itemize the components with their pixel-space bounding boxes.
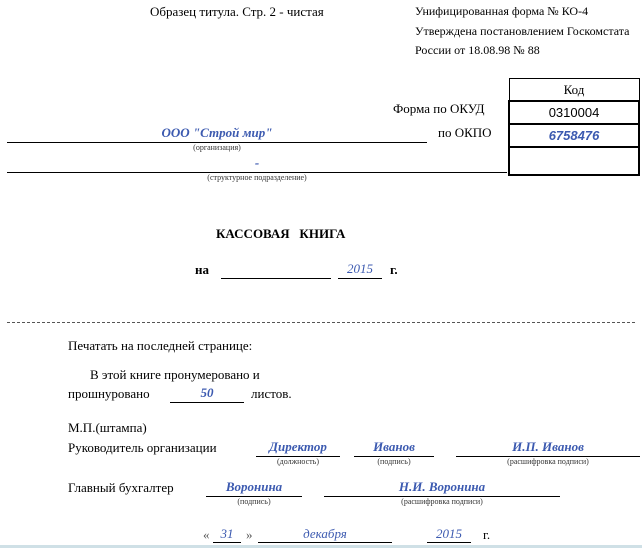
okpo-label: по ОКПО <box>438 125 492 140</box>
director-signature[interactable]: Иванов <box>373 439 415 454</box>
organization-value[interactable]: ООО "Строй мир" <box>161 125 273 140</box>
accountant-decoding[interactable]: Н.И. Воронина <box>398 479 486 494</box>
last-page-line2-suffix: листов. <box>251 386 292 401</box>
form-line-3: России от 18.08.98 № 88 <box>415 43 540 57</box>
date-close-quote: » <box>246 527 253 542</box>
okud-label: Форма по ОКУД <box>393 101 485 116</box>
year-suffix: г. <box>390 262 398 277</box>
last-page-line2-prefix: прошнуровано <box>68 386 150 401</box>
extra-code[interactable] <box>509 147 639 175</box>
sheets-value[interactable]: 50 <box>200 385 214 400</box>
cut-line <box>7 322 635 323</box>
year-value[interactable]: 2015 <box>347 261 373 276</box>
accountant-signature-caption: (подпись) <box>237 497 271 506</box>
date-month[interactable]: декабря <box>303 526 347 541</box>
form-line-2: Утверждена постановлением Госкомстата <box>415 24 630 38</box>
director-decoding-caption: (расшифровка подписи) <box>507 457 589 466</box>
form-line-1: Унифицированная форма № КО-4 <box>415 4 589 18</box>
director-signature-caption: (подпись) <box>377 457 411 466</box>
director-position-caption: (должность) <box>277 457 319 466</box>
book-title: КАССОВАЯ КНИГА <box>216 226 346 241</box>
date-day-line <box>213 542 241 543</box>
last-page-line1: В этой книге пронумеровано и <box>90 367 260 382</box>
date-open-quote: « <box>203 527 210 542</box>
year-line <box>338 278 382 279</box>
department-caption: (структурное подразделение) <box>207 173 307 182</box>
okpo-code[interactable]: 6758476 <box>509 124 639 147</box>
department-value[interactable]: - <box>254 155 260 170</box>
date-day[interactable]: 31 <box>220 526 234 541</box>
date-month-line <box>258 542 392 543</box>
code-table <box>508 78 640 176</box>
sample-note: Образец титула. Стр. 2 - чистая <box>150 4 324 19</box>
director-label: Руководитель организации <box>68 440 217 455</box>
director-position[interactable]: Директор <box>269 439 327 454</box>
organization-caption: (организация) <box>193 143 241 152</box>
date-year[interactable]: 2015 <box>436 526 462 541</box>
date-year-line <box>427 542 471 543</box>
stamp-label: М.П.(штампа) <box>68 420 147 435</box>
accountant-label: Главный бухгалтер <box>68 480 174 495</box>
accountant-decoding-caption: (расшифровка подписи) <box>401 497 483 506</box>
date-suffix: г. <box>483 527 491 542</box>
last-page-heading: Печатать на последней странице: <box>68 338 253 353</box>
accountant-signature[interactable]: Воронина <box>225 479 283 494</box>
title-na: на <box>195 262 209 277</box>
okud-code[interactable]: 0310004 <box>509 101 639 124</box>
director-decoding[interactable]: И.П. Иванов <box>512 439 584 454</box>
code-header: Код <box>509 79 639 102</box>
sheets-line <box>170 402 244 403</box>
period-line <box>221 278 331 279</box>
